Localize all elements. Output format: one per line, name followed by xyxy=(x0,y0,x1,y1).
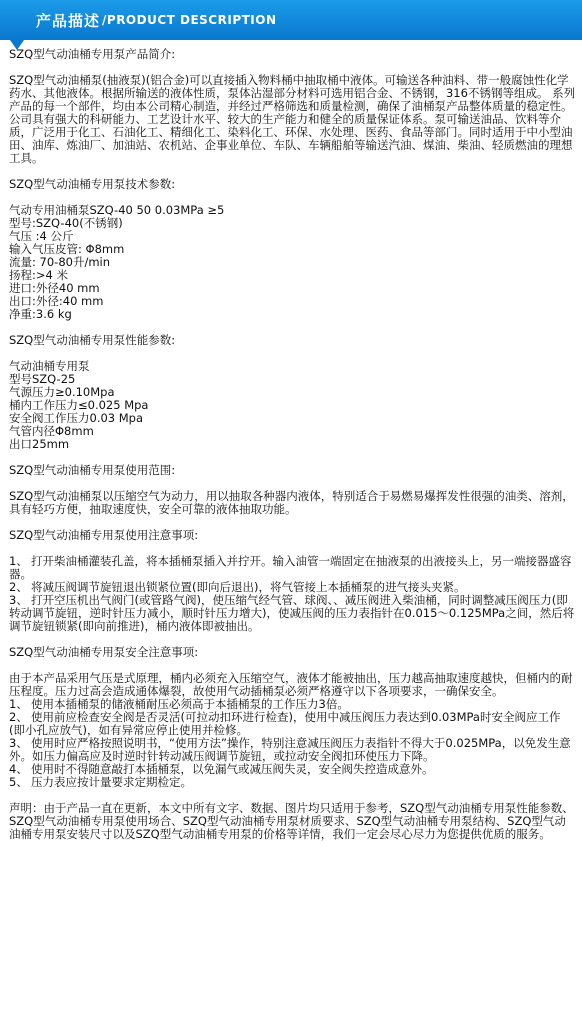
statement-paragraph: 声明：由于产品一直在更新，本文中所有文字、数据、图片均只适用于参考，SZQ型气动油桶专用泵性能参数、SZQ型气动油桶专用泵使用场合、SZQ型气动油桶专用泵材质要求、SZQ型气动油桶专用泵结构、SZQ型气动油桶专用泵安装尺寸以及SZQ型气动油桶专用泵的价格等详情，我们一定会尽心尽力为您提供优质的服务。 xyxy=(9,801,574,841)
header-pointer-icon xyxy=(10,40,24,50)
tech-line: 扬程:>4 米 xyxy=(9,268,68,282)
performance-line: 气动油桶专用泵 xyxy=(9,359,90,373)
tech-line: 气压 :4 公斤 xyxy=(9,229,74,243)
performance-line: 安全阀工作压力0.03 Mpa xyxy=(9,411,144,425)
section-title-cn: 产品描述 xyxy=(36,11,101,30)
list-item: 4、 使用时不得随意敲打本插桶泵，以免漏气或减压阀失灵，安全阀失控造成意外。 xyxy=(9,762,434,776)
usage-title: SZQ型气动油桶专用泵使用范围: xyxy=(9,463,176,477)
safety-title: SZQ型气动油桶专用泵安全注意事项: xyxy=(9,645,199,659)
usage-paragraph: SZQ型气动油桶泵以压缩空气为动力，用以抽取各种器内液体，特别适合于易燃易爆挥发性很强的油类、溶剂，具有轻巧方便，抽取速度快，安全可靠的液体抽取功能。 xyxy=(9,489,574,516)
tech-line: 输入气压皮管: Φ8mm xyxy=(9,242,125,256)
performance-line: 气管内径Φ8mm xyxy=(9,424,94,438)
tech-line: 进口:外径40 mm xyxy=(9,281,100,295)
safety-intro: 由于本产品采用气压是式原理，桶内必须充入压缩空气，液体才能被抽出，压力越高抽取速度越快，但桶内的耐压程度。压力过高会造成通体爆裂，故使用气动插桶泵必须严格遵守以下各项要求，一确保安全。 xyxy=(9,671,573,698)
tech-title: SZQ型气动油桶专用泵技术参数: xyxy=(9,177,176,191)
list-item: 5、 压力表应按计量要求定期检定。 xyxy=(9,775,192,789)
performance-line: 气源压力≥0.10Mpa xyxy=(9,385,115,399)
list-item: 3、 使用时应严格按照说明书，“使用方法”操作，特别注意减压阀压力表指针不得大于0.025MPa，以免发生意外。如压力偏高应及时逆时针转动减压阀调节旋钮，或拉动安全阀扣环使压力下降。 xyxy=(9,736,571,763)
tech-line: 型号:SZQ-40(不锈钢) xyxy=(9,216,123,230)
performance-line: 型号SZQ-25 xyxy=(9,372,76,386)
section-title-en: /PRODUCT DESCRIPTION xyxy=(102,13,277,27)
safety-list xyxy=(9,698,576,789)
performance-line: 出口25mm xyxy=(9,437,70,451)
notes-title: SZQ型气动油桶专用泵使用注意事项: xyxy=(9,528,199,542)
list-item: 2、 使用前应检查安全阀是否灵活(可拉动扣环进行检查)，使用中减压阀压力表达到0.03MPa时安全阀应工作(即小孔应放气)，如有异常应停止使用并检修。 xyxy=(9,710,561,737)
performance-line: 桶内工作压力≤0.025 Mpa xyxy=(9,398,149,412)
list-item: 2、 将减压阀调节旋钮退出锁紧位置(即向后退出)，将气管接上本插桶泵的进气接头夹紧。 xyxy=(9,580,466,594)
intro-title: SZQ型气动油桶专用泵产品简介: xyxy=(9,47,176,61)
tech-line: 出口:外径:40 mm xyxy=(9,294,104,308)
description-content xyxy=(0,40,582,841)
notes-list xyxy=(9,555,576,633)
list-item: 1、 打开柴油桶灌装孔盖，将本插桶泵插入并拧开。输入油管一端固定在抽液泵的出液接头上，另一端接器盛容器。 xyxy=(9,554,572,581)
intro-paragraph: SZQ型气动油桶泵(抽液泵)(铝合金)可以直接插入物料桶中抽取桶中液体。可输送各种油料、带一般腐蚀性化学药水、其他液体。根据所输送的液体性质，泵体沾湿部分材料可选用铝合金、不锈钢，316不锈钢等组成。 系列产品的每一个部件，均由本公司精心制造，并经过严格筛选和质量检测，确保了油桶泵产品整体质量的稳定性。公司具有强大的科研能力、工艺设计水平、较大的生产能力和健全的质量保证体系。泵可输送油品、饮料等介质，广泛用于化工、石油化工、精细化工、染料化工、环保、水处理、医药、食品等部门。同时适用于中小型油田、油库、炼油厂、加油站、农机站、企事业单位、车队、车辆船舶等输送汽油、煤油、柴油、轻质燃油的理想工具。 xyxy=(9,73,576,165)
tech-line: 气动专用油桶泵SZQ-40 50 0.03MPa ≥5 xyxy=(9,203,225,217)
section-header xyxy=(0,0,582,40)
list-item: 1、 使用本插桶泵的储液桶耐压必须高于本插桶泵的工作压力3倍。 xyxy=(9,697,349,711)
tech-line: 流量: 70-80升/min xyxy=(9,255,111,269)
tech-line: 净重:3.6 kg xyxy=(9,307,72,321)
performance-title: SZQ型气动油桶专用泵性能参数: xyxy=(9,333,176,347)
list-item: 3、 打开空压机出气阀门(或管路气阀)，使压缩气经气管、球阀、、减压阀进入柴油桶，同时调整减压阀压力(即转动调节旋钮，逆时针压力减小，顺时针压力增大)，使减压阀的压力表指针在0.015～0.125MPa之间，然后将调节旋钮锁紧(即向前推进)，桶内液体即被抽出。 xyxy=(9,593,575,633)
